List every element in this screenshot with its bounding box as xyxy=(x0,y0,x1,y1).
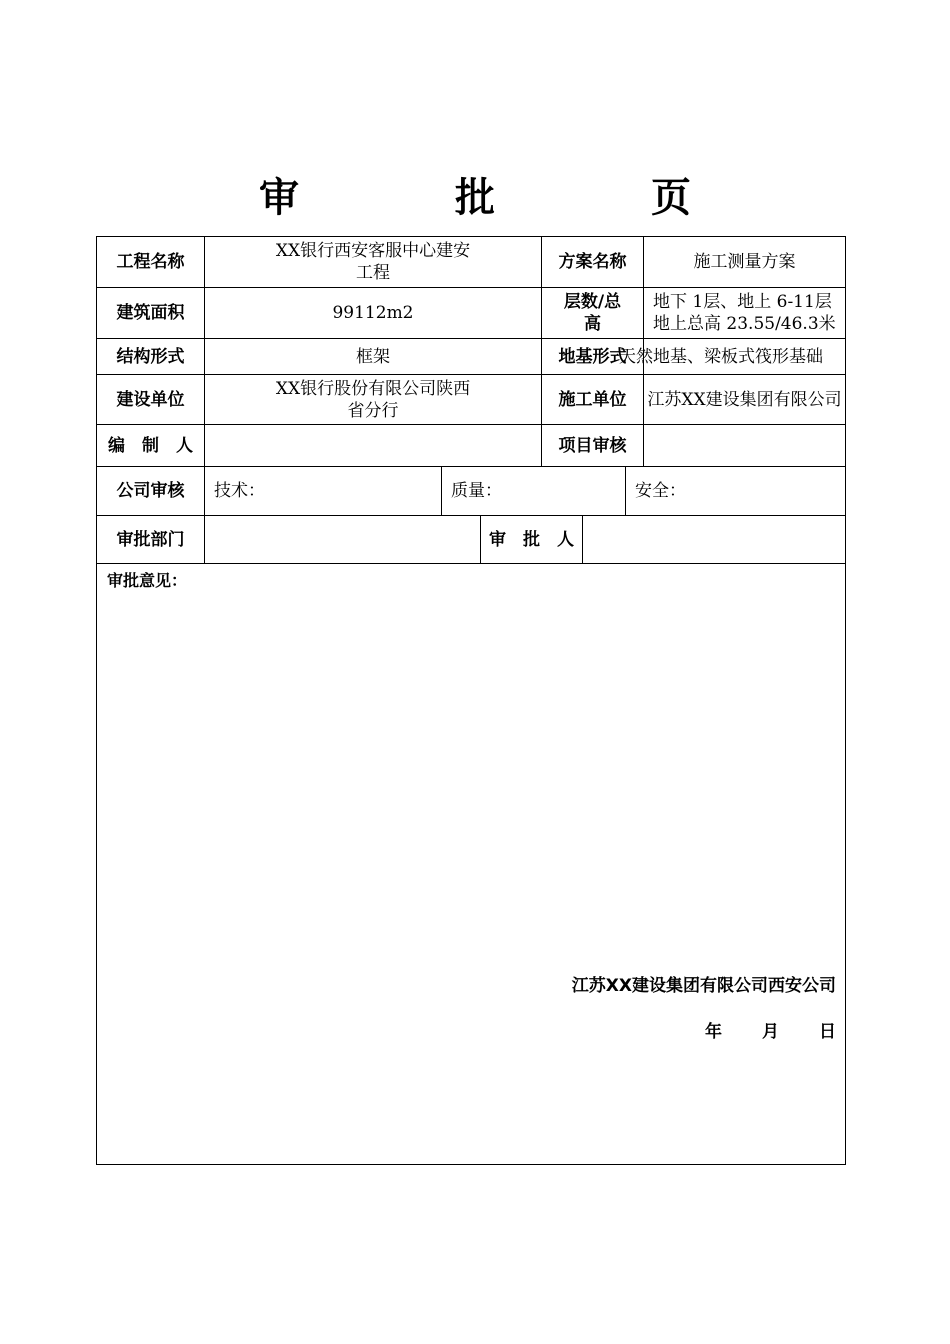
floors-height-value[interactable] xyxy=(644,288,845,338)
floors-height-label xyxy=(542,288,644,338)
owner-unit-line2: 省分行 xyxy=(347,400,399,421)
row-author xyxy=(97,425,845,467)
quality-review-field[interactable]: 质量： xyxy=(442,467,626,515)
project-name-line1: XX银行西安客服中心建安 xyxy=(275,241,471,261)
project-name-label: 工程名称 xyxy=(97,237,205,287)
approver-label: 审 批 人 xyxy=(481,516,583,563)
structure-form-label: 结构形式 xyxy=(97,339,205,374)
safety-review-field[interactable]: 安全： xyxy=(635,481,686,501)
building-area-value[interactable]: 99112m2 xyxy=(205,288,542,338)
plan-name-value[interactable]: 施工测量方案 xyxy=(693,252,796,272)
date-line xyxy=(705,1017,836,1042)
year-label: 年 xyxy=(705,1022,722,1042)
height-line: 地上总高 23.55/46.3米 xyxy=(653,314,836,334)
month-label: 月 xyxy=(762,1022,779,1042)
owner-unit-value[interactable] xyxy=(205,375,542,424)
row-structure xyxy=(97,339,845,375)
signer-company: 江苏XX建设集团有限公司西安公司 xyxy=(571,976,836,996)
project-review-value[interactable] xyxy=(644,425,845,466)
construction-unit-value[interactable]: 江苏XX建设集团有限公司 xyxy=(647,389,842,410)
row-owner xyxy=(97,375,845,425)
approval-dept-value[interactable] xyxy=(205,516,481,563)
construction-unit-label: 施工单位 xyxy=(542,375,644,424)
approval-form xyxy=(96,236,846,1165)
tech-review-field[interactable]: 技术： xyxy=(205,467,442,515)
approval-dept-label: 审批部门 xyxy=(97,516,205,563)
floors-height-label-line1: 层数/总 xyxy=(563,292,622,312)
row-company-review xyxy=(97,467,845,516)
owner-unit-label: 建设单位 xyxy=(97,375,205,424)
floors-line: 地下 1层、地上 6-11层 xyxy=(653,292,832,312)
project-name-line2: 工程 xyxy=(356,263,390,283)
company-review-label: 公司审核 xyxy=(97,467,205,515)
author-label: 编 制 人 xyxy=(97,425,205,466)
approver-value[interactable] xyxy=(583,516,845,563)
foundation-form-value[interactable]: 天然地基、梁板式筏形基础 xyxy=(619,346,823,367)
project-review-label: 项目审核 xyxy=(542,425,644,466)
opinion-label: 审批意见： xyxy=(107,571,188,590)
page-title: 审 批 页 xyxy=(259,175,749,221)
row-project xyxy=(97,237,845,288)
owner-unit-line1: XX银行股份有限公司陕西 xyxy=(275,378,471,399)
project-name-value[interactable] xyxy=(205,237,542,287)
day-label: 日 xyxy=(819,1022,836,1042)
author-value[interactable] xyxy=(205,425,542,466)
structure-form-value[interactable]: 框架 xyxy=(205,339,542,374)
row-approval xyxy=(97,516,845,564)
building-area-label: 建筑面积 xyxy=(97,288,205,338)
floors-height-label-line2: 高 xyxy=(584,314,601,334)
row-area xyxy=(97,288,845,339)
plan-name-label: 方案名称 xyxy=(542,237,644,287)
foundation-form-label: 地基形式 xyxy=(542,339,644,374)
